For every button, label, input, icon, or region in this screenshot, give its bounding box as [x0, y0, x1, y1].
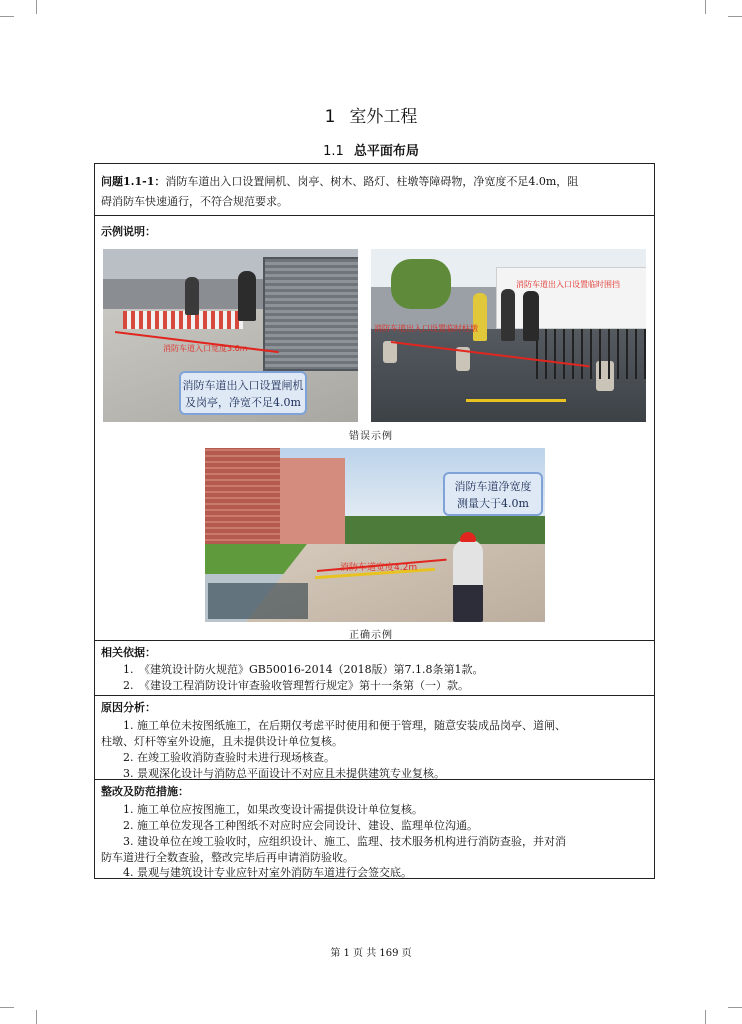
photo-info-card: [208, 583, 308, 619]
wrong-example-caption: 错误示例: [349, 431, 393, 442]
correct-example-photo: [205, 448, 545, 622]
measures-title: 整改及防范措施：: [101, 785, 189, 798]
measure-item-4: 4. 景观与建筑设计专业应针对室外消防车道进行会签交底。: [123, 866, 412, 879]
crop-mark: [0, 1007, 14, 1008]
photo-railing: [536, 329, 646, 379]
problem-text: [101, 172, 648, 212]
callout-line-1: 消防车道净宽度: [454, 480, 532, 493]
correct-example-caption: 正确示例: [349, 630, 393, 641]
photo-curb-line: [466, 399, 566, 402]
problem-label: 问题1.1-1：: [101, 175, 166, 188]
photo-guardhouse: [263, 257, 358, 371]
photo-trees: [345, 516, 545, 544]
photo-person: [523, 291, 539, 341]
crop-mark: [36, 1010, 37, 1024]
photo-barrier-gate: [123, 311, 243, 329]
example-title: 示例说明：: [101, 225, 156, 238]
causes-title: 原因分析：: [101, 701, 156, 714]
wrong-example-photo-gate: [103, 249, 358, 422]
callout-line-1: 消防车道出入口设置闸机: [182, 379, 304, 392]
wrong-example-photo-bollards: [371, 249, 646, 422]
cause-item-3: 3. 景观深化设计与消防总平面设计不对应且未提供建筑专业复核。: [123, 767, 445, 780]
basis-title: 相关依据：: [101, 646, 156, 659]
cause-item-1-line-2: 柱墩、灯杆等室外设施，且未提供设计单位复核。: [101, 735, 343, 748]
page-footer: 第 1 页 共 169 页: [330, 948, 412, 959]
crop-mark: [0, 16, 14, 17]
measure-item-2: 2. 施工单位发现各工种图纸不对应时应会同设计、建设、监理单位沟通。: [123, 819, 478, 832]
photo-person: [185, 277, 199, 315]
callout-line-2: 及岗亭，净宽不足4.0m: [185, 396, 301, 409]
crop-mark: [728, 1007, 742, 1008]
measure-item-3-line-2: 防车道进行全数查验，整改完毕后再申请消防验收。: [101, 851, 354, 864]
crop-mark: [728, 16, 742, 17]
photo-red-label: 消防车道入口宽度3.6m: [163, 344, 248, 353]
photo-red-label-left: 消防车道出入口设置临时柱墩: [374, 324, 478, 333]
problem-line-2: 碍消防车快速通行，不符合规范要求。: [101, 195, 288, 208]
photo-red-label-top: 消防车道出入口设置临时围挡: [516, 280, 620, 289]
measures-row: [95, 780, 654, 878]
crop-mark: [705, 1010, 706, 1024]
example-row: [95, 216, 654, 641]
basis-row: [95, 641, 654, 696]
section-heading: [0, 140, 742, 159]
photo-hoarding: [496, 267, 646, 329]
chapter-heading: [0, 102, 742, 127]
chapter-title: 室外工程: [349, 107, 418, 127]
problem-row: [95, 164, 654, 216]
measure-item-3-line-1: 3. 建设单位在竣工验收时，应组织设计、施工、监理、技术服务机构进行消防查验，并对消: [123, 835, 566, 848]
photo-helmet: [460, 532, 476, 542]
photo-person: [453, 540, 483, 622]
photo-trees: [391, 259, 451, 309]
issue-table: [94, 163, 655, 879]
callout-line-2: 测量大于4.0m: [457, 497, 529, 510]
basis-item: 1. 《建筑设计防火规范》GB50016-2014（2018版）第7.1.8条第1款。: [123, 663, 484, 676]
photo-person: [238, 271, 256, 321]
section-title: 总平面布局: [353, 144, 419, 159]
crop-mark: [705, 0, 706, 14]
callout-correct: [443, 472, 543, 516]
crop-mark: [36, 0, 37, 14]
section-number: 1.1: [323, 144, 344, 159]
cause-item-2: 2. 在竣工验收消防查验时未进行现场核查。: [123, 751, 335, 764]
chapter-number: 1: [324, 107, 336, 127]
causes-row: [95, 696, 654, 780]
photo-person: [501, 289, 515, 341]
basis-item: 2. 《建设工程消防设计审查验收管理暂行规定》第十一条第（一）款。: [123, 679, 469, 692]
problem-line-1: 消防车道出入口设置闸机、岗亭、树木、路灯、柱墩等障碍物，净宽度不足4.0m，阻: [165, 175, 579, 188]
measure-item-1: 1. 施工单位应按图施工，如果改变设计需提供设计单位复核。: [123, 803, 423, 816]
photo-red-label: 消防车道宽度4.2m: [340, 563, 418, 573]
photo-building: [280, 458, 345, 553]
cause-item-1-line-1: 1. 施工单位未按图纸施工，在后期仅考虑平时使用和便于管理，随意安装成品岗亭、道闸、: [123, 719, 566, 732]
callout-gate: [179, 371, 307, 415]
photo-bollard: [383, 341, 397, 363]
